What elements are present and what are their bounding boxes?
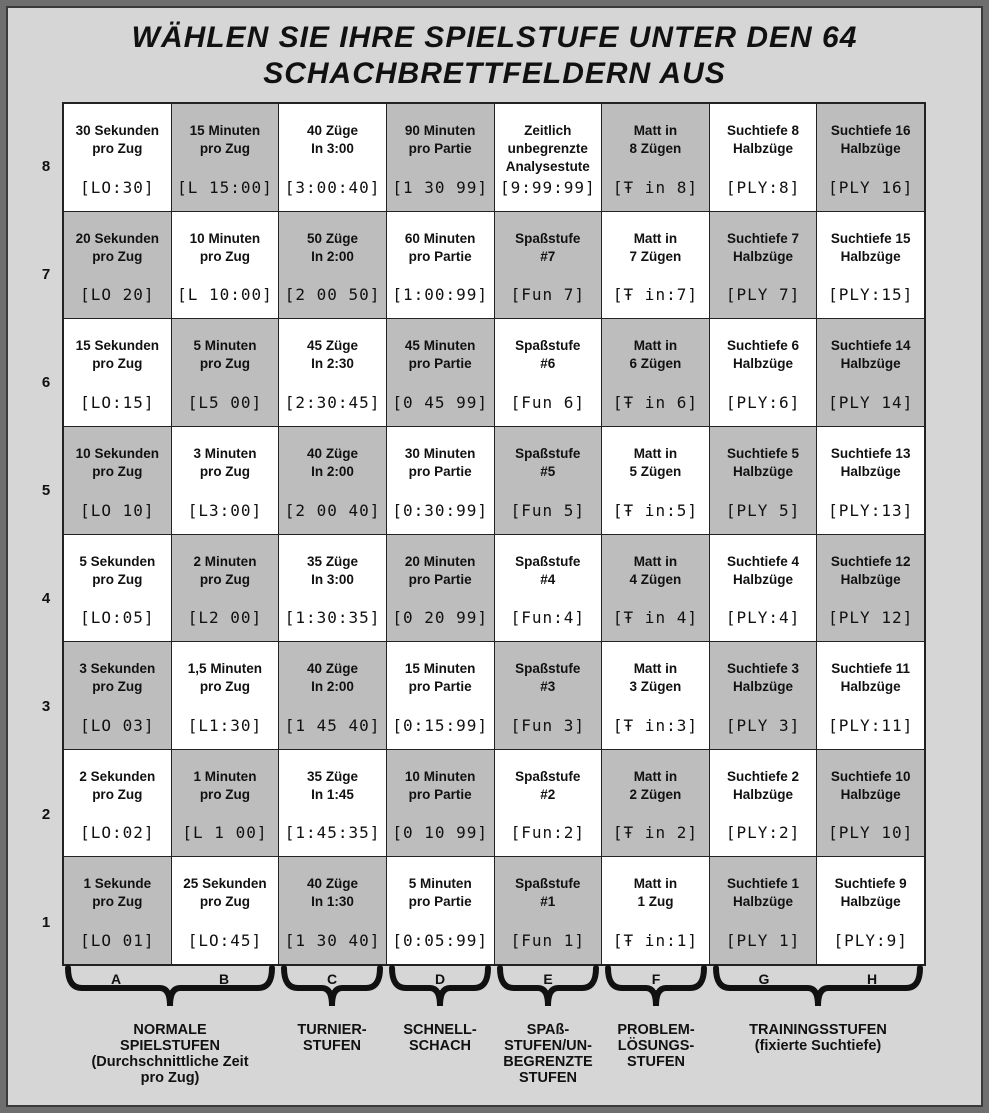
level-description: 40 Züge In 3:00: [307, 123, 359, 156]
square-a4[interactable]: [64, 535, 171, 642]
level-description: Suchtiefe 12 Halbzüge: [830, 553, 911, 587]
rank-label-3: 3: [41, 698, 51, 715]
lcd-display-code: [Ŧ in 6]: [612, 392, 698, 412]
level-description: 30 Sekunden pro Zug: [75, 123, 159, 156]
square-d8[interactable]: [387, 104, 494, 211]
lcd-display-code: [1:30:35]: [284, 608, 381, 628]
lcd-display-code: [0 45 99]: [392, 392, 489, 412]
level-description: 45 Züge In 2:30: [307, 338, 359, 372]
square-a8[interactable]: [64, 104, 171, 211]
square-e3[interactable]: [495, 642, 602, 749]
brace-2: [392, 968, 488, 1006]
square-b3[interactable]: [172, 642, 279, 749]
level-description: Suchtiefe 15 Halbzüge: [830, 230, 911, 264]
level-description: Matt in 5 Zügen: [629, 445, 682, 479]
lcd-display-code: [Ŧ in:5]: [612, 500, 698, 520]
lcd-display-code: [0 10 99]: [392, 823, 489, 843]
square-f5[interactable]: [602, 427, 709, 534]
level-description: Spaßstufe #7: [515, 230, 581, 264]
level-description: 2 Sekunden pro Zug: [79, 768, 156, 802]
square-h1[interactable]: [817, 857, 924, 964]
lcd-display-code: [Fun 6]: [510, 392, 586, 412]
square-h2[interactable]: [817, 750, 924, 857]
lcd-display-code: [9:99:99]: [499, 177, 596, 197]
lcd-display-code: [Fun:4]: [510, 608, 586, 628]
square-g8[interactable]: [710, 104, 817, 211]
level-description: Spaßstufe #2: [515, 768, 581, 802]
lcd-display-code: [PLY:6]: [725, 392, 801, 412]
rank-label-6: 6: [41, 374, 51, 391]
lcd-display-code: [LO:30]: [80, 177, 155, 197]
square-e4[interactable]: [495, 535, 602, 642]
level-description: 10 Sekunden pro Zug: [75, 445, 159, 479]
file-label-c: C: [326, 971, 338, 987]
title-line-1: WÄHLEN SIE IHRE SPIELSTUFE UNTER DEN 64: [131, 21, 858, 54]
square-e6[interactable]: [495, 319, 602, 426]
square-f1[interactable]: [602, 857, 709, 964]
level-description: Spaßstufe #5: [515, 445, 581, 479]
level-description: Matt in 4 Zügen: [629, 553, 682, 587]
square-g6[interactable]: [710, 319, 817, 426]
square-f7[interactable]: [602, 212, 709, 319]
level-description: 35 Züge In 3:00: [307, 553, 359, 587]
square-h5[interactable]: [817, 427, 924, 534]
lcd-display-code: [1 30 40]: [284, 931, 381, 950]
square-d6[interactable]: [387, 319, 494, 426]
lcd-display-code: [PLY 10]: [828, 823, 914, 843]
square-h6[interactable]: [817, 319, 924, 426]
square-d7[interactable]: [387, 212, 494, 319]
lcd-display-code: [Ŧ in:3]: [612, 715, 698, 735]
level-description: 15 Minuten pro Partie: [404, 661, 476, 695]
square-b2[interactable]: [172, 750, 279, 857]
square-a2[interactable]: [64, 750, 171, 857]
square-e2[interactable]: [495, 750, 602, 857]
lcd-display-code: [PLY:4]: [725, 608, 801, 628]
square-b6[interactable]: [172, 319, 279, 426]
level-description: Zeitlich unbegrenzte Analysestute: [505, 123, 590, 174]
file-label-d: D: [434, 971, 446, 987]
square-g1[interactable]: [710, 857, 817, 964]
square-c4[interactable]: [279, 535, 386, 642]
level-description: 1 Sekunde pro Zug: [83, 876, 152, 910]
square-b1[interactable]: [172, 857, 279, 964]
rank-label-5: 5: [41, 482, 51, 499]
level-description: Suchtiefe 9 Halbzüge: [834, 876, 907, 910]
level-description: Suchtiefe 2 Halbzüge: [727, 768, 800, 802]
square-b4[interactable]: [172, 535, 279, 642]
file-label-f: F: [651, 971, 661, 987]
file-label-b: B: [218, 971, 230, 987]
square-a3[interactable]: [64, 642, 171, 749]
lcd-display-code: [Ŧ in 8]: [612, 177, 698, 197]
brace-3: [500, 968, 596, 1006]
file-label-e: E: [543, 971, 553, 987]
level-description: Matt in 8 Zügen: [629, 123, 682, 156]
lcd-display-code: [PLY:9]: [833, 931, 908, 950]
lcd-display-code: [PLY 5]: [725, 500, 801, 520]
group-label-1: TURNIER- STUFEN: [297, 1022, 367, 1054]
lcd-display-code: [0:15:99]: [392, 715, 489, 735]
lcd-display-code: [L2 00]: [187, 608, 263, 628]
square-c2[interactable]: [279, 750, 386, 857]
level-description: 2 Minuten pro Zug: [193, 553, 257, 587]
lcd-display-code: [PLY:8]: [725, 177, 801, 197]
lcd-display-code: [PLY:13]: [828, 500, 914, 520]
square-b7[interactable]: [172, 212, 279, 319]
lcd-display-code: [LO:02]: [80, 823, 155, 843]
square-c5[interactable]: [279, 427, 386, 534]
level-description: 3 Sekunden pro Zug: [79, 661, 156, 695]
square-g2[interactable]: [710, 750, 817, 857]
lcd-display-code: [Fun 1]: [510, 931, 586, 950]
level-description: 20 Minuten pro Partie: [404, 553, 476, 587]
level-description: 15 Sekunden pro Zug: [75, 338, 159, 372]
level-description: Spaßstufe #3: [515, 661, 581, 695]
file-label-g: G: [758, 971, 770, 987]
lcd-display-code: [0:30:99]: [392, 500, 489, 520]
square-a6[interactable]: [64, 319, 171, 426]
level-description: Matt in 1 Zug: [633, 876, 678, 910]
lcd-display-code: [Fun 7]: [510, 285, 586, 305]
square-g3[interactable]: [710, 642, 817, 749]
square-b5[interactable]: [172, 427, 279, 534]
level-description: 20 Sekunden pro Zug: [75, 230, 159, 264]
level-description: 5 Sekunden pro Zug: [79, 553, 156, 587]
level-description: Suchtiefe 3 Halbzüge: [727, 661, 800, 695]
lcd-display-code: [2:30:45]: [284, 392, 381, 412]
level-description: 45 Minuten pro Partie: [404, 338, 476, 372]
lcd-display-code: [Ŧ in 2]: [612, 823, 698, 843]
square-d3[interactable]: [387, 642, 494, 749]
square-h7[interactable]: [817, 212, 924, 319]
square-e7[interactable]: [495, 212, 602, 319]
level-description: 25 Sekunden pro Zug: [183, 876, 267, 910]
group-braces: [0, 960, 989, 1020]
square-d5[interactable]: [387, 427, 494, 534]
group-label-5: TRAININGSSTUFEN (fixierte Suchtiefe): [749, 1022, 887, 1054]
group-label-4: PROBLEM- LÖSUNGS- STUFEN: [617, 1022, 695, 1070]
group-label-2: SCHNELL- SCHACH: [403, 1022, 477, 1054]
lcd-display-code: [2 00 40]: [284, 500, 381, 520]
lcd-display-code: [0:05:99]: [392, 931, 489, 950]
file-label-a: A: [110, 971, 122, 987]
level-description: Suchtiefe 10 Halbzüge: [830, 768, 911, 802]
lcd-display-code: [PLY:2]: [725, 823, 801, 843]
lcd-display-code: [L3:00]: [187, 500, 263, 520]
level-description: 10 Minuten pro Partie: [404, 768, 476, 802]
rank-label-8: 8: [41, 158, 51, 175]
rank-label-7: 7: [41, 266, 51, 283]
lcd-display-code: [1 45 40]: [284, 715, 381, 735]
level-description: Matt in 7 Zügen: [629, 230, 682, 264]
level-description: 1 Minuten pro Zug: [193, 768, 257, 802]
file-label-h: H: [866, 971, 878, 987]
square-f6[interactable]: [602, 319, 709, 426]
lcd-display-code: [LO 20]: [80, 285, 155, 305]
level-description: Matt in 2 Zügen: [629, 768, 682, 802]
level-description: 5 Minuten pro Zug: [193, 338, 257, 372]
level-description: 90 Minuten pro Partie: [404, 123, 476, 156]
square-h8[interactable]: [817, 104, 924, 211]
level-description: Suchtiefe 8 Halbzüge: [727, 123, 800, 156]
level-description: Suchtiefe 13 Halbzüge: [830, 445, 911, 479]
level-description: 40 Züge In 2:00: [307, 661, 359, 695]
level-description: 3 Minuten pro Zug: [193, 445, 257, 479]
square-g5[interactable]: [710, 427, 817, 534]
square-c1[interactable]: [279, 857, 386, 964]
lcd-display-code: [1 30 99]: [392, 177, 489, 197]
level-description: Suchtiefe 6 Halbzüge: [727, 338, 800, 372]
square-g4[interactable]: [710, 535, 817, 642]
lcd-display-code: [LO:05]: [80, 608, 155, 628]
level-description: 10 Minuten pro Zug: [189, 230, 261, 264]
level-description: Suchtiefe 5 Halbzüge: [727, 445, 800, 479]
level-description: Suchtiefe 7 Halbzüge: [727, 230, 800, 264]
square-b8[interactable]: [172, 104, 279, 211]
lcd-display-code: [2 00 50]: [284, 285, 381, 305]
group-label-3: SPAß- STUFEN/UN- BEGRENZTE STUFEN: [503, 1022, 593, 1086]
lcd-display-code: [L5 00]: [187, 392, 263, 412]
lcd-display-code: [L 1 00]: [182, 823, 268, 843]
rank-label-2: 2: [41, 806, 51, 823]
lcd-display-code: [PLY 1]: [725, 931, 801, 950]
square-h4[interactable]: [817, 535, 924, 642]
brace-5: [716, 968, 920, 1006]
lcd-display-code: [PLY 3]: [725, 715, 801, 735]
square-e5[interactable]: [495, 427, 602, 534]
brace-1: [284, 968, 380, 1006]
group-label-0: NORMALE SPIELSTUFEN (Durchschnittliche Zeit pro Zug): [91, 1022, 249, 1086]
level-description: Matt in 6 Zügen: [629, 338, 682, 372]
lcd-display-code: [Fun 5]: [510, 500, 586, 520]
square-g7[interactable]: [710, 212, 817, 319]
square-d2[interactable]: [387, 750, 494, 857]
level-description: 40 Züge In 2:00: [307, 445, 359, 479]
square-c8[interactable]: [279, 104, 386, 211]
lcd-display-code: [1:45:35]: [284, 823, 381, 843]
square-c6[interactable]: [279, 319, 386, 426]
lcd-display-code: [LO:15]: [80, 392, 155, 412]
lcd-display-code: [L1:30]: [187, 715, 263, 735]
lcd-display-code: [LO 03]: [80, 715, 155, 735]
level-description: Suchtiefe 14 Halbzüge: [830, 338, 911, 372]
lcd-display-code: [PLY 16]: [828, 177, 914, 197]
level-description: Suchtiefe 16 Halbzüge: [830, 123, 911, 156]
lcd-display-code: [Ŧ in 4]: [612, 608, 698, 628]
lcd-display-code: [PLY 7]: [725, 285, 801, 305]
level-description: Suchtiefe 4 Halbzüge: [727, 553, 800, 587]
lcd-display-code: [Fun 3]: [510, 715, 586, 735]
lcd-display-code: [Fun:2]: [510, 823, 586, 843]
lcd-display-code: [Ŧ in:1]: [612, 931, 698, 950]
square-d4[interactable]: [387, 535, 494, 642]
brace-0: [68, 968, 272, 1006]
level-description: 5 Minuten pro Partie: [408, 876, 472, 910]
page-title: [0, 20, 989, 92]
lcd-display-code: [3:00:40]: [284, 177, 381, 197]
square-a7[interactable]: [64, 212, 171, 319]
level-description: 30 Minuten pro Partie: [404, 445, 476, 479]
level-description: Suchtiefe 11 Halbzüge: [831, 661, 911, 695]
square-d1[interactable]: [387, 857, 494, 964]
title-line-2: SCHACHBRETTFELDERN AUS: [263, 57, 726, 90]
level-description: 1,5 Minuten pro Zug: [187, 661, 263, 695]
level-description: Matt in 3 Zügen: [629, 661, 682, 695]
lcd-display-code: [PLY:15]: [828, 285, 914, 305]
lcd-display-code: [PLY 14]: [828, 392, 914, 412]
level-description: Spaßstufe #4: [515, 553, 581, 587]
lcd-display-code: [PLY:11]: [828, 715, 914, 735]
brace-4: [608, 968, 704, 1006]
square-e8[interactable]: [495, 104, 602, 211]
square-a5[interactable]: [64, 427, 171, 534]
lcd-display-code: [LO:45]: [187, 931, 263, 950]
chessboard-grid: [62, 102, 926, 966]
level-description: 60 Minuten pro Partie: [404, 230, 476, 264]
lcd-display-code: [1:00:99]: [392, 285, 489, 305]
rank-label-1: 1: [41, 914, 51, 931]
lcd-display-code: [LO 10]: [80, 500, 155, 520]
level-description: 50 Züge In 2:00: [307, 230, 359, 264]
square-c3[interactable]: [279, 642, 386, 749]
rank-label-4: 4: [41, 590, 51, 607]
square-f8[interactable]: [602, 104, 709, 211]
level-description: 40 Züge In 1:30: [307, 876, 359, 910]
square-f4[interactable]: [602, 535, 709, 642]
lcd-display-code: [Ŧ in:7]: [612, 285, 698, 305]
lcd-display-code: [PLY 12]: [828, 608, 914, 628]
level-description: Spaßstufe #6: [515, 338, 581, 372]
level-description: 15 Minuten pro Zug: [189, 123, 261, 156]
level-description: 35 Züge In 1:45: [307, 768, 359, 802]
level-description: Spaßstufe #1: [515, 876, 581, 910]
lcd-display-code: [LO 01]: [80, 931, 155, 950]
square-e1[interactable]: [495, 857, 602, 964]
square-a1[interactable]: [64, 857, 171, 964]
lcd-display-code: [L 10:00]: [177, 285, 273, 305]
square-f3[interactable]: [602, 642, 709, 749]
square-h3[interactable]: [817, 642, 924, 749]
lcd-display-code: [0 20 99]: [392, 608, 489, 628]
level-description: Suchtiefe 1 Halbzüge: [727, 876, 800, 910]
square-c7[interactable]: [279, 212, 386, 319]
square-f2[interactable]: [602, 750, 709, 857]
lcd-display-code: [L 15:00]: [177, 177, 273, 197]
